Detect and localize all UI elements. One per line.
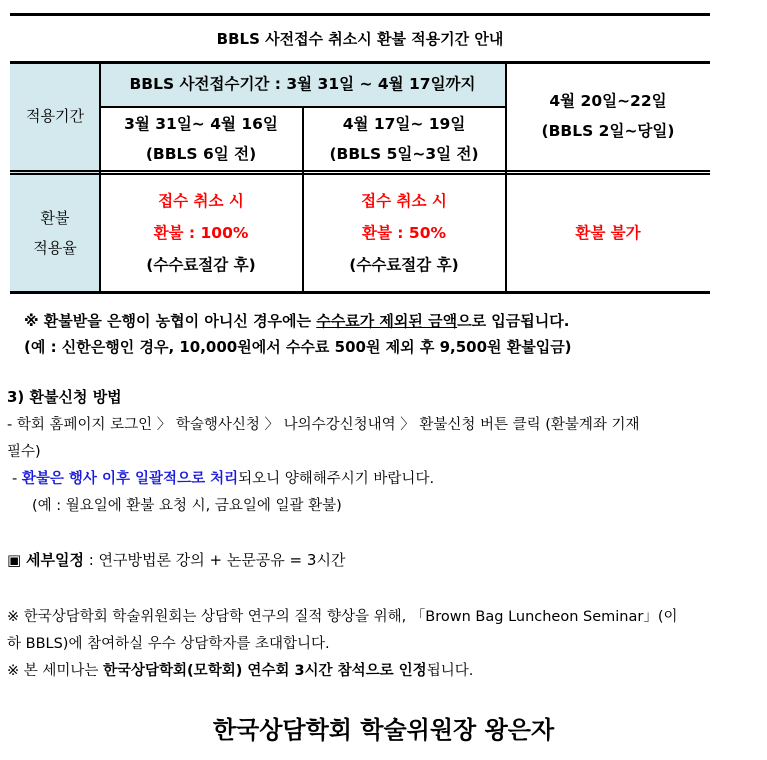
table-bottom-border [10, 291, 710, 294]
period-col-3-note: (BBLS 2일~당일) [541, 122, 675, 140]
refund-method-heading: 3) 환불신청 방법 [7, 388, 122, 406]
refund-col-1-line1: 접수 취소 시 [158, 192, 244, 210]
signature: 한국상담학회 학술위원장 왕은자 [212, 716, 555, 744]
refund-col-3 [506, 175, 710, 291]
period-col-3-date: 4월 20일~22일 [549, 92, 667, 110]
schedule-line [7, 549, 345, 570]
schedule-text: : 연구방법론 강의 + 논문공유 = 3시간 [83, 551, 346, 569]
period-col-3 [506, 62, 710, 170]
info-line-3-bold: 한국상담학회(모학회) 연수회 3시간 참석으로 인정 [103, 663, 427, 679]
refund-period-table [10, 13, 710, 294]
row-header-refund-rate-line2: 적용율 [33, 239, 77, 257]
period-col-1-note: (BBLS 6일 전) [145, 144, 257, 163]
bank-fee-notice [24, 310, 569, 331]
row-header-period: 적용기간 [26, 107, 84, 125]
refund-method-steps: - 학회 홈페이지 로그인 〉 학술행사신청 〉 나의수강신청내역 〉 환불신청 버튼 클릭 (환불계좌 기재 [7, 417, 640, 433]
refund-col-2-line1: 접수 취소 시 [361, 192, 447, 210]
row-header-refund-rate [10, 175, 100, 291]
period-col-1 [100, 107, 302, 170]
period-col-2 [303, 107, 505, 170]
info-line-2: 하 BBLS)에 참여하실 우수 상담학자를 초대합니다. [7, 636, 330, 652]
info-line-1: ※ 한국상담학회 학술위원회는 상담학 연구의 질적 향상을 위해, 「Brown Bag Luncheon Seminar」(이 [7, 609, 678, 625]
schedule-label: 세부일정 [25, 551, 84, 569]
double-divider-top [10, 170, 710, 172]
refund-col-2 [303, 175, 505, 291]
square-bullet-icon: ▣ [7, 551, 22, 569]
period-col-2-date: 4월 17일~ 19일 [342, 114, 466, 133]
notice-suffix: 으로 입금됩니다. [457, 312, 570, 330]
batch-highlight: 환불은 행사 이후 일괄적으로 처리 [21, 471, 239, 487]
info-line-3 [7, 659, 473, 680]
refund-col-2-line2: 환불 : 50% [361, 224, 447, 242]
refund-col-3-line1: 환불 불가 [575, 224, 641, 242]
batch-suffix: 되오니 양해해주시기 바랍니다. [238, 471, 435, 487]
refund-col-2-line3: (수수료절감 후) [349, 256, 459, 274]
info-line-3-prefix: ※ 본 세미나는 [7, 663, 104, 679]
refund-col-1-line3: (수수료절감 후) [146, 256, 256, 274]
refund-col-1-line2: 환불 : 100% [153, 224, 249, 242]
notice-underlined: 수수료가 제외된 금액 [316, 312, 458, 330]
batch-prefix: - [12, 471, 22, 487]
bank-fee-example: (예 : 신한은행인 경우, 10,000원에서 수수료 500원 제외 후 9,500원 환불입금) [24, 338, 572, 356]
refund-method-steps-cont: 필수) [7, 444, 41, 460]
period-col-1-date: 3월 31일~ 4월 16일 [124, 114, 278, 133]
row-header-refund-rate-line1: 환불 [40, 209, 70, 227]
refund-batch-example: (예 : 월요일에 환불 요청 시, 금요일에 일괄 환불) [32, 498, 342, 514]
pre-registration-period: BBLS 사전접수기간 : 3월 31일 ~ 4월 17일까지 [129, 75, 476, 93]
refund-batch-notice [12, 467, 434, 488]
notice-prefix: ※ 환불받을 은행이 농협이 아니신 경우에는 [24, 312, 317, 330]
info-line-3-suffix: 됩니다. [426, 663, 474, 679]
table-title: BBLS 사전접수 취소시 환불 적용기간 안내 [216, 30, 504, 48]
period-col-2-note: (BBLS 5일~3일 전) [329, 144, 479, 163]
refund-col-1 [100, 175, 302, 291]
